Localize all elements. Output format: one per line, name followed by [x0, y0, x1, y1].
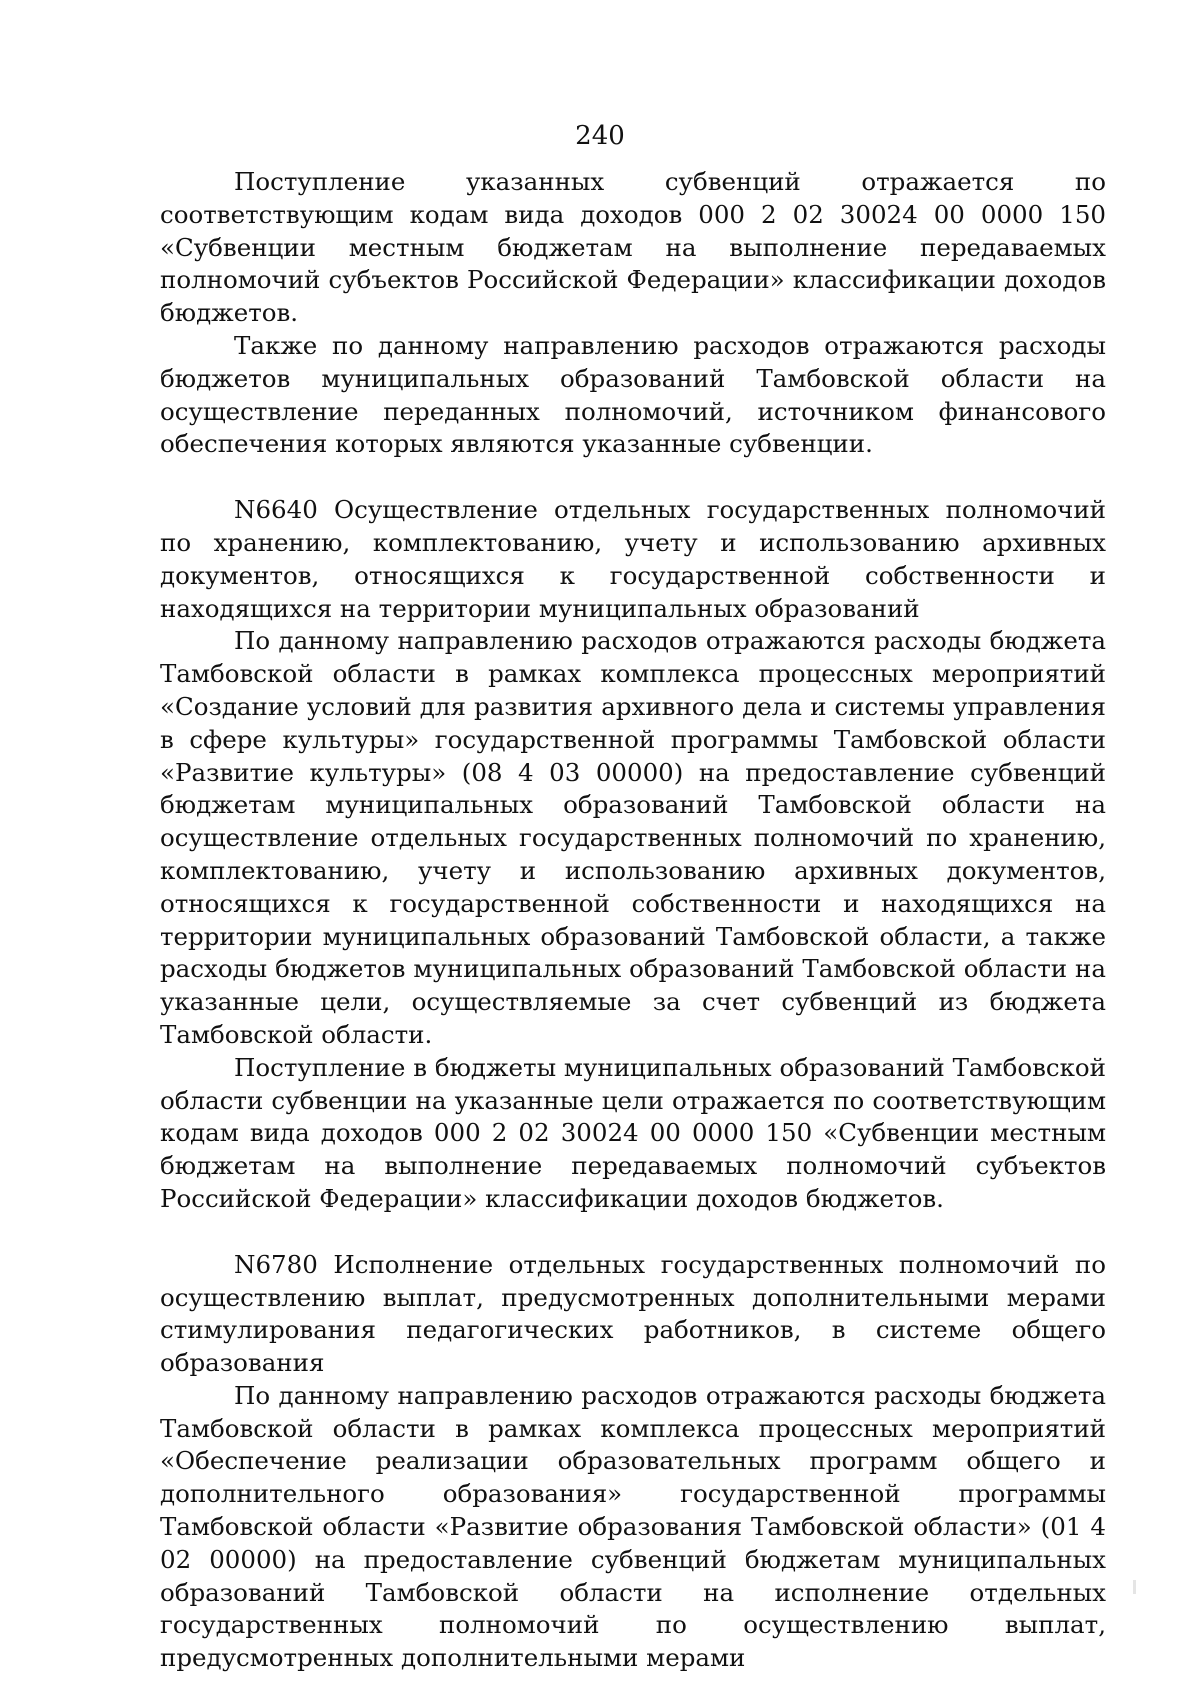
section-heading-n6780: N6780 Исполнение отдельных государственных полномочий по осуществлению выплат, предусмотренных дополнительными мерами стимулирования педагогических работников, в системе общего образования [160, 1249, 1106, 1378]
section-gap [160, 1216, 1106, 1249]
document-body [160, 166, 1106, 1675]
scan-artifact [1133, 1580, 1136, 1594]
section-gap [160, 461, 1106, 494]
paragraph-n6640-receipt: Поступление в бюджеты муниципальных образований Тамбовской области субвенции на указанные цели отражается по соответствующим кодам вида доходов 000 2 02 30024 00 0000 150 «Субвенции местным бюджетам на выполнение передаваемых полномочий субъектов Российской Федерации» классификации доходов бюджетов. [160, 1052, 1106, 1213]
page-number: 240 [575, 121, 625, 151]
paragraph-subvention-receipt: Поступление указанных субвенций отражается по соответствующим кодам вида доходов 000 2 02 30024 00 0000 150 «Субвенции местным бюджетам на выполнение передаваемых полномочий субъектов Российской Федерации» классификации доходов бюджетов. [160, 167, 1106, 328]
paragraph-municipal-expenses: Также по данному направлению расходов отражаются расходы бюджетов муниципальных образований Тамбовской области на осуществление переданных полномочий, источником финансового обеспечения которых являются указанные субвенции. [160, 330, 1106, 459]
paragraph-n6640-description: По данному направлению расходов отражаются расходы бюджета Тамбовской области в рамках комплекса процессных мероприятий «Создание условий для развития архивного дела и системы управления в сфере культуры» государственной программы Тамбовской области «Развитие культуры» (08 4 03 00000) на предоставление субвенций бюджетам муниципальных образований Тамбовской области на осуществление отдельных государственных полномочий по хранению, комплектованию, учету и использованию архивных документов, относящихся к государственной собственности и находящихся на территории муниципальных образований Тамбовской области, а также расходы бюджетов муниципальных образований Тамбовской области на указанные цели, осуществляемые за счет субвенций из бюджета Тамбовской области. [160, 626, 1106, 1049]
paragraph-n6780-description: По данному направлению расходов отражаются расходы бюджета Тамбовской области в рамках комплекса процессных мероприятий «Обеспечение реализации образовательных программ общего и дополнительного образования» государственной программы Тамбовской области «Развитие образования Тамбовской области» (01 4 02 00000) на предоставление субвенций бюджетам муниципальных образований Тамбовской области на исполнение отдельных государственных полномочий по осуществлению выплат, предусмотренных дополнительными мерами [160, 1380, 1106, 1673]
section-heading-n6640: N6640 Осуществление отдельных государственных полномочий по хранению, комплектованию, учету и использованию архивных документов, относящихся к государственной собственности и находящихся на территории муниципальных образований [160, 495, 1106, 623]
